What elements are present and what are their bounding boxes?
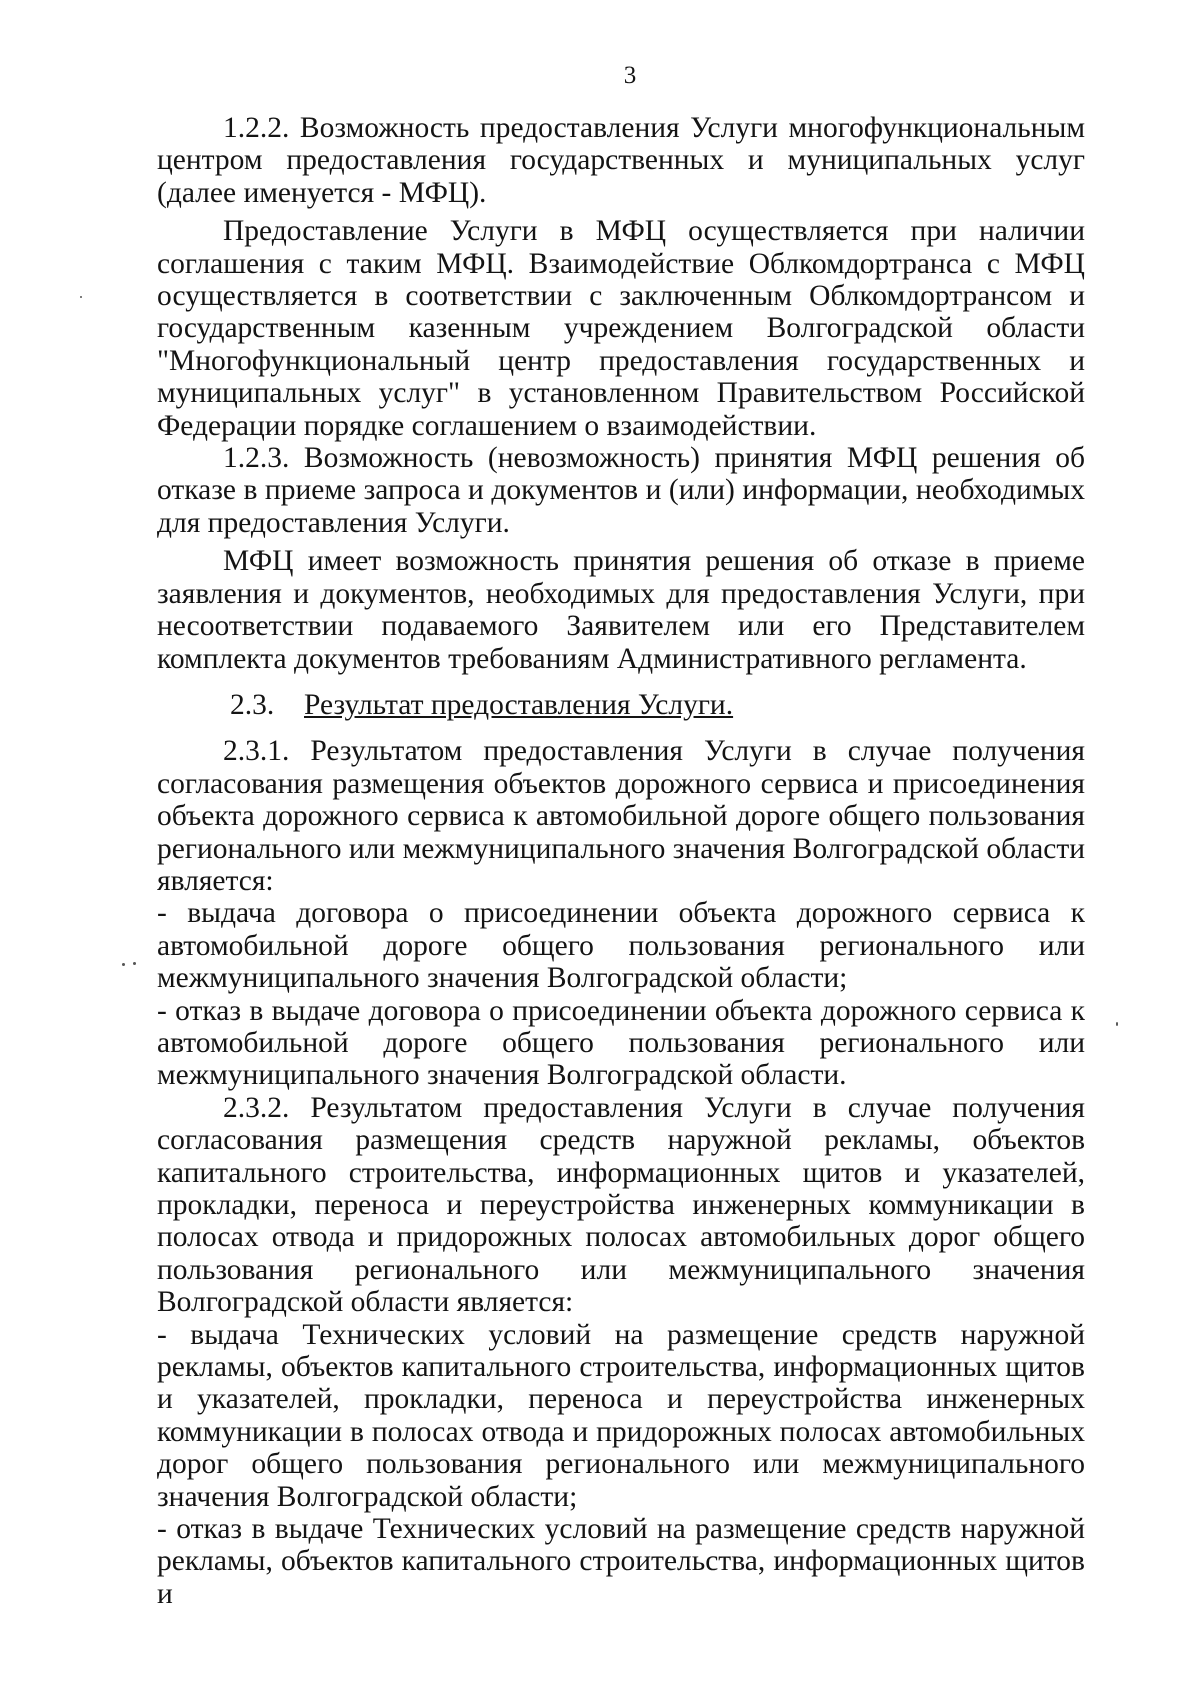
scan-speck — [122, 963, 125, 966]
list-item-conditions-refusal: - отказ в выдаче Технических условий на размещение средств наружной рекламы, объектов капитального строительства, информационных щитов и — [157, 1513, 1085, 1610]
list-item-conditions-issue: - выдача Технических условий на размещение средств наружной рекламы, объектов капитального строительства, информационных щитов и указателей, прокладки, переноса и переустройства инженерных коммуникации в полосах отвода и придорожных полосах автомобильных дорог общего пользования регионального или межмуниципального значения Волгоградской области; — [157, 1318, 1085, 1513]
paragraph-2-3-2: 2.3.2. Результатом предоставления Услуги в случае получения согласования размещения средств наружной рекламы, объектов капитального строительства, информационных щитов и указателей, прокладки, переноса и переустройства инженерных коммуникации в полосах отвода и придорожных полосах автомобильных дорог общего пользования регионального или межмуниципального значения Волгоградской области является: — [157, 1091, 1085, 1319]
section-heading — [157, 689, 1085, 721]
paragraph-mfc-refusal: МФЦ имеет возможность принятия решения об отказе в приеме заявления и документов, необходимых для предоставления Услуги, при несоответствии подаваемого Заявителем или его Представителем комплекта документов требованиям Административного регламента. — [157, 545, 1085, 675]
list-item-contract-issue: - выдача договора о присоединении объекта дорожного сервиса к автомобильной дороге общего пользования регионального или межмуниципального значения Волгоградской области; — [157, 897, 1085, 995]
page-number: 3 — [623, 62, 637, 89]
list-item-contract-refusal: - отказ в выдаче договора о присоединении объекта дорожного сервиса к автомобильной дороге общего пользования регионального или межмуниципального значения Волгоградской области. — [157, 994, 1085, 1092]
scan-speck — [133, 962, 136, 965]
paragraph-1-2-3: 1.2.3. Возможность (невозможность) принятия МФЦ решения об отказе в приеме запроса и документов и (или) информации, необходимых для предоставления Услуги. — [157, 442, 1085, 539]
scan-speck — [80, 296, 82, 298]
paragraph-2-3-1: 2.3.1. Результатом предоставления Услуги в случае получения согласования размещения объектов дорожного сервиса и присоединения объекта дорожного сервиса к автомобильной дороге общего пользования регионального или межмуниципального значения Волгоградской области является: — [157, 735, 1085, 897]
scan-speck — [1116, 1022, 1118, 1026]
paragraph-1-2-2: 1.2.2. Возможность предоставления Услуги многофункциональным центром предоставления государственных и муниципальных услуг (далее именуется - МФЦ). — [157, 112, 1085, 209]
section-title: Результат предоставления Услуги. — [304, 688, 734, 721]
paragraph-mfc-agreement: Предоставление Услуги в МФЦ осуществляется при наличии соглашения с таким МФЦ. Взаимодействие Облкомдортранса с МФЦ осуществляется в соответствии с заключенным Облкомдортрансом и государственным казенным учреждением Волгоградской области "Многофункциональный центр предоставления государственных и муниципальных услуг" в установленном Правительством Российской Федерации порядке соглашением о взаимодействии. — [157, 215, 1085, 442]
section-number: 2.3. — [230, 688, 275, 721]
document-body — [157, 112, 1085, 1610]
